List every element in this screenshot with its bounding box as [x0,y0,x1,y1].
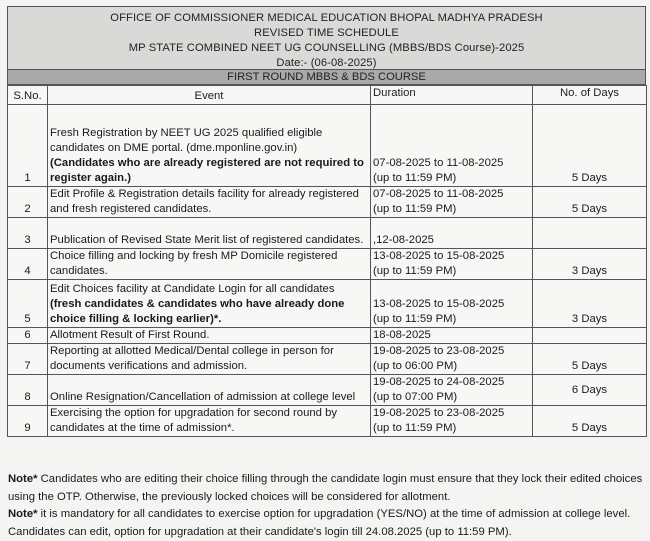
row-sno: 5 [8,280,48,328]
row-days: 5 Days [533,406,647,437]
row-duration [371,187,533,218]
document-date: Date:- (06-08-2025) [276,57,377,69]
office-title: OFFICE OF COMMISSIONER MEDICAL EDUCATION BHOPAL MADHYA PRADESH [110,12,543,24]
row-days: 5 Days [533,344,647,375]
row-duration [371,344,533,375]
table-row [8,280,647,328]
column-header-event: Event [48,86,371,105]
table-row [8,344,647,375]
row-duration [371,249,533,280]
table-row [8,375,647,406]
row-days: 5 Days [533,105,647,187]
duration-time: (up to 11:59 PM) [373,203,457,215]
column-header-duration: Duration [371,86,533,105]
duration-time: (up to 11:59 PM) [373,313,457,325]
counselling-title: MP STATE COMBINED NEET UG COUNSELLING (MBBS/BDS Course)-2025 [128,42,525,54]
schedule-subtitle: REVISED TIME SCHEDULE [254,27,399,39]
table-row [8,187,647,218]
duration-dates: 19-08-2025 to 24-08-2025 [373,376,505,388]
row-sno: 6 [8,328,48,344]
row-event: Online Resignation/Cancellation of admission at college level [48,375,371,406]
row-sno: 7 [8,344,48,375]
row-duration [371,280,533,328]
row-event [48,105,371,187]
event-bold-text: (fresh candidates & candidates who have already done choice filling & locking earlier)*. [50,298,345,325]
note-label: Note* [8,508,38,520]
event-text: Edit Choices facility at Candidate Login for all candidates [50,283,335,295]
notes-section [8,471,648,541]
duration-time: (up to 07:00 PM) [373,391,458,403]
row-duration [371,375,533,406]
table-header-row [8,86,647,105]
table-row [8,328,647,344]
row-sno: 4 [8,249,48,280]
row-sno: 8 [8,375,48,406]
table-row [8,105,647,187]
column-header-days: No. of Days [533,86,647,105]
duration-dates: 07-08-2025 to 11-08-2025 [373,188,504,200]
table-row [8,249,647,280]
note-text: it is mandatory for all candidates to exercise option for upgradation (YES/NO) at the time of admission at college level. Candidates can edit, option for upgradation at their candidate's login till 24.08.2025 (up to 11:59 PM). [8,508,631,538]
row-event: Edit Profile & Registration details facility for already registered and fresh registered candidates. [48,187,371,218]
row-sno: 9 [8,406,48,437]
row-duration [371,105,533,187]
event-text: Fresh Registration by NEET UG 2025 qualified eligible candidates on DME portal. (dme.mponline.gov.in) [50,127,323,154]
event-bold-text: (Candidates who are already registered are not required to register again.) [50,157,364,184]
row-days: 3 Days [533,280,647,328]
note-item [8,471,648,506]
duration-dates: 19-08-2025 to 23-08-2025 [373,345,505,357]
row-days [533,328,647,344]
row-event: Allotment Result of First Round. [48,328,371,344]
duration-dates: 19-08-2025 to 23-08-2025 [373,407,505,419]
row-event: Publication of Revised State Merit list of registered candidates. [48,218,371,249]
row-duration: 18-08-2025 [371,328,533,344]
document-header [7,6,646,69]
row-sno: 3 [8,218,48,249]
row-event [48,280,371,328]
duration-time: (up to 11:59 PM) [373,265,457,277]
duration-time: (up to 06:00 PM) [373,360,458,372]
note-text: Candidates who are editing their choice filling through the candidate login must ensure that they lock their edited choices using the OTP. Otherwise, the previously locked choices will be considered for allotment. [8,473,643,503]
row-event: Reporting at allotted Medical/Dental college in person for documents verifications and admission. [48,344,371,375]
note-item [8,506,648,541]
round-title: FIRST ROUND MBBS & BDS COURSE [7,69,646,85]
row-days [533,218,647,249]
row-event: Exercising the option for upgradation for second round by candidates at the time of admission*. [48,406,371,437]
note-label: Note* [8,473,38,485]
row-sno: 2 [8,187,48,218]
row-days: 5 Days [533,187,647,218]
table-row [8,406,647,437]
duration-dates: 13-08-2025 to 15-08-2025 [373,298,505,310]
table-row [8,218,647,249]
schedule-table [7,85,647,437]
row-duration [371,406,533,437]
schedule-document [7,6,646,437]
row-sno: 1 [8,105,48,187]
duration-time: (up to 11:59 PM) [373,422,457,434]
row-event: Choice filling and locking by fresh MP Domicile registered candidates. [48,249,371,280]
row-duration: ,12-08-2025 [371,218,533,249]
row-days: 3 Days [533,249,647,280]
column-header-sno: S.No. [8,86,48,105]
row-days: 6 Days [533,375,647,406]
duration-time: (up to 11:59 PM) [373,172,457,184]
duration-dates: 13-08-2025 to 15-08-2025 [373,250,505,262]
duration-dates: 07-08-2025 to 11-08-2025 [373,157,504,169]
